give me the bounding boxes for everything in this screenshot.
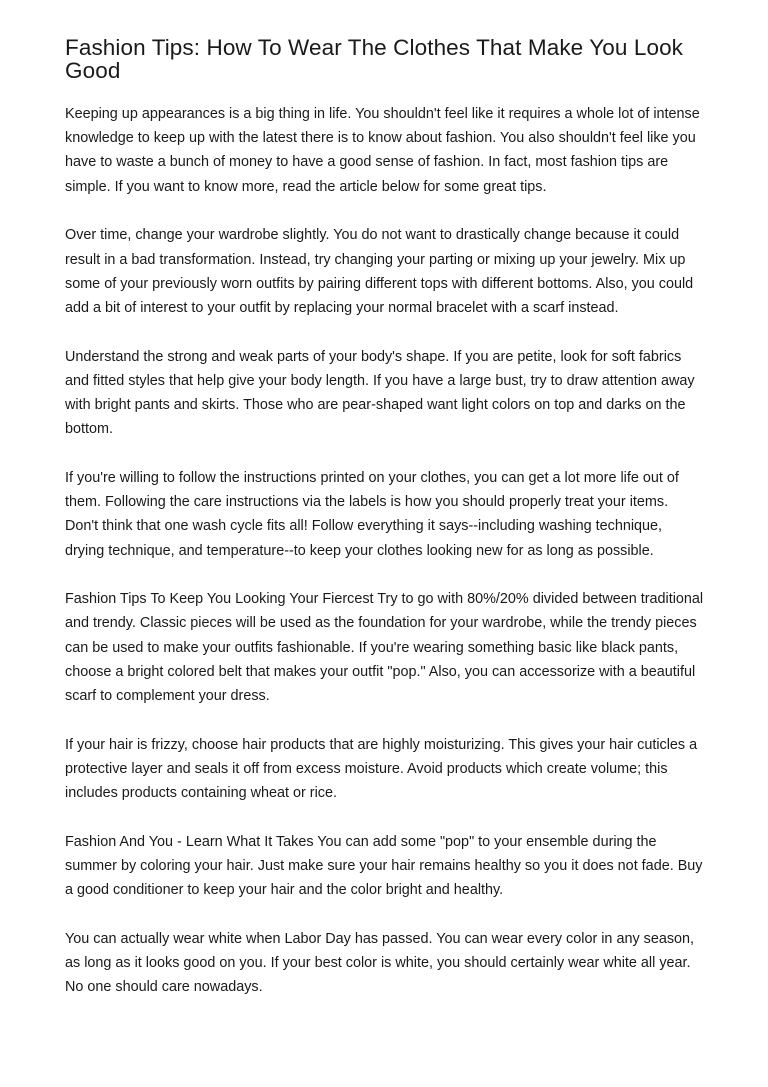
paragraph-wear-white: You can actually wear white when Labor Day has passed. You can wear every color in any season, as long as it looks good on you. If your best color is white, you should certainly wear white all year. No one should care nowadays. <box>65 930 695 996</box>
paragraph-hair-color: Fashion And You - Learn What It Takes You can add some "pop" to your ensemble during the summer by coloring your hair. Just make sure your hair remains healthy so you it does not fade. Buy a good conditioner to keep your hair and the color bright and healthy. <box>65 833 703 899</box>
paragraph-intro: Keeping up appearances is a big thing in life. You shouldn't feel like it requires a whole lot of intense knowledge to keep up with the latest there is to know about fashion. You also shouldn't feel like you have to waste a bunch of money to have a good sense of fashion. In fact, most fashion tips are simple. If you want to know more, read the article below for some great tips. <box>65 106 700 195</box>
paragraph-wardrobe: Over time, change your wardrobe slightly. You do not want to drastically change because it could result in a bad transformation. Instead, try changing your parting or mixing up your jewelry. Mix up some of your previously worn outfits by pairing different tops with different bottoms. Also, you could add a bit of interest to your outfit by replacing your normal bracelet with a scarf instead. <box>65 227 694 316</box>
paragraph-frizzy-hair: If your hair is frizzy, choose hair products that are highly moisturizing. This gives your hair cuticles a protective layer and seals it off from excess moisture. Avoid products which create volume; this includes products containing wheat or rice. <box>65 736 698 802</box>
document-page <box>65 36 705 1024</box>
paragraph-traditional-trendy: Fashion Tips To Keep You Looking Your Fiercest Try to go with 80%/20% divided between traditional and trendy. Classic pieces will be used as the foundation for your wardrobe, while the trendy pieces can be used to make your outfits fashionable. If you're wearing something basic like black pants, choose a bright colored belt that makes your outfit "pop." Also, you can accessorize with a beautiful scarf to complement your dress. <box>65 591 704 705</box>
document-title: Fashion Tips: How To Wear The Clothes That Make You Look Good <box>65 35 684 83</box>
paragraph-body-shape: Understand the strong and weak parts of your body's shape. If you are petite, look for soft fabrics and fitted styles that help give your body length. If you have a large bust, try to draw attention away with bright pants and skirts. Those who are pear-shaped want light colors on top and darks on the bottom. <box>65 348 695 438</box>
paragraph-care-labels: If you're willing to follow the instructions printed on your clothes, you can get a lot more life out of them. Following the care instructions via the labels is how you should properly treat your items. Don't think that one wash cycle fits all! Follow everything it says--including washing technique, drying technique, and temperature--to keep your clothes looking new for as long as possible. <box>65 469 679 559</box>
